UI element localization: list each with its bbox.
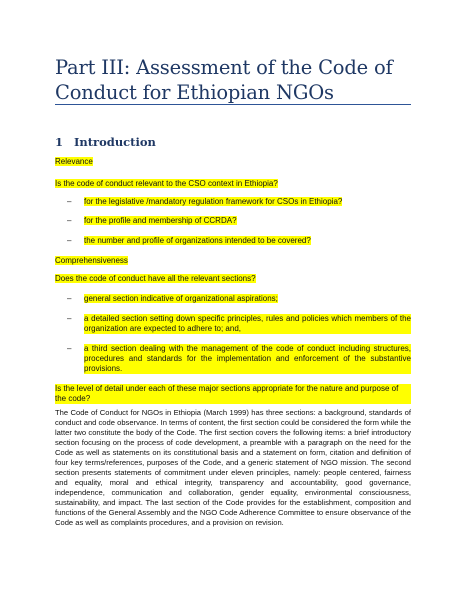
detail-question: Is the level of detail under each of these major sections appropriate for the nature and purpose of the code? [55, 384, 411, 404]
bullet-dash: – [67, 197, 72, 206]
section-number: 1 [55, 135, 64, 149]
relevance-item: for the profile and membership of CCRDA? [84, 216, 237, 225]
bullet-dash: – [67, 314, 72, 323]
comprehensiveness-item: a third section dealing with the management of the code of conduct including structures, procedures and standards for the implementation and enforcement of the substantive provisions. [84, 344, 411, 373]
comprehensiveness-item: general section indicative of organizational aspirations; [84, 294, 278, 303]
relevance-item: for the legislative /mandatory regulation framework for CSOs in Ethiopia? [84, 197, 343, 206]
comprehensiveness-question: Does the code of conduct have all the relevant sections? [55, 274, 256, 283]
section-heading [55, 135, 156, 149]
section-title: Introduction [74, 135, 156, 149]
body-paragraph: The Code of Conduct for NGOs in Ethiopia (March 1999) has three sections: a background, standards of conduct and code observance. In terms of content, the first section could be considered the form while the latter two constitute the body of the Code. The first section covers the following items: a brief introductory section focusing on the process of code development, a preamble with a paragraph on the need for the Code as well as statements on its constitutional basis and a statement on form, citation and definition of four key terms/references, purposes of the Code, and a generic statement of NGO mission. The second section presents statements of commitment under eleven principles, namely: people centered, fairness and equality, moral and ethical integrity, transparency and accountability, good governance, independence, communication and collaboration, gender equality, environmental consciousness, sustainability, and impact. The last section of the Code provides for the establishment, composition and functions of the General Assembly and the NGO Code Adherence Committee to ensure observance of the Code as well as complaints procedures, and a provision on revision. [55, 408, 411, 527]
comprehensiveness-item: a detailed section setting down specific principles, rules and policies which members of the organization are expected to adhere to; and, [84, 314, 411, 333]
page-title: Part III: Assessment of the Code of Conduct for Ethiopian NGOs [55, 56, 393, 104]
relevance-question: Is the code of conduct relevant to the CSO context in Ethiopia? [55, 179, 278, 188]
bullet-dash: – [67, 216, 72, 225]
relevance-label: Relevance [55, 157, 93, 166]
bullet-dash: – [67, 294, 72, 303]
bullet-dash: – [67, 344, 72, 353]
relevance-item: the number and profile of organizations intended to be covered? [84, 236, 311, 245]
title-underline [55, 104, 411, 105]
bullet-dash: – [67, 236, 72, 245]
comprehensiveness-label: Comprehensiveness [55, 256, 128, 265]
